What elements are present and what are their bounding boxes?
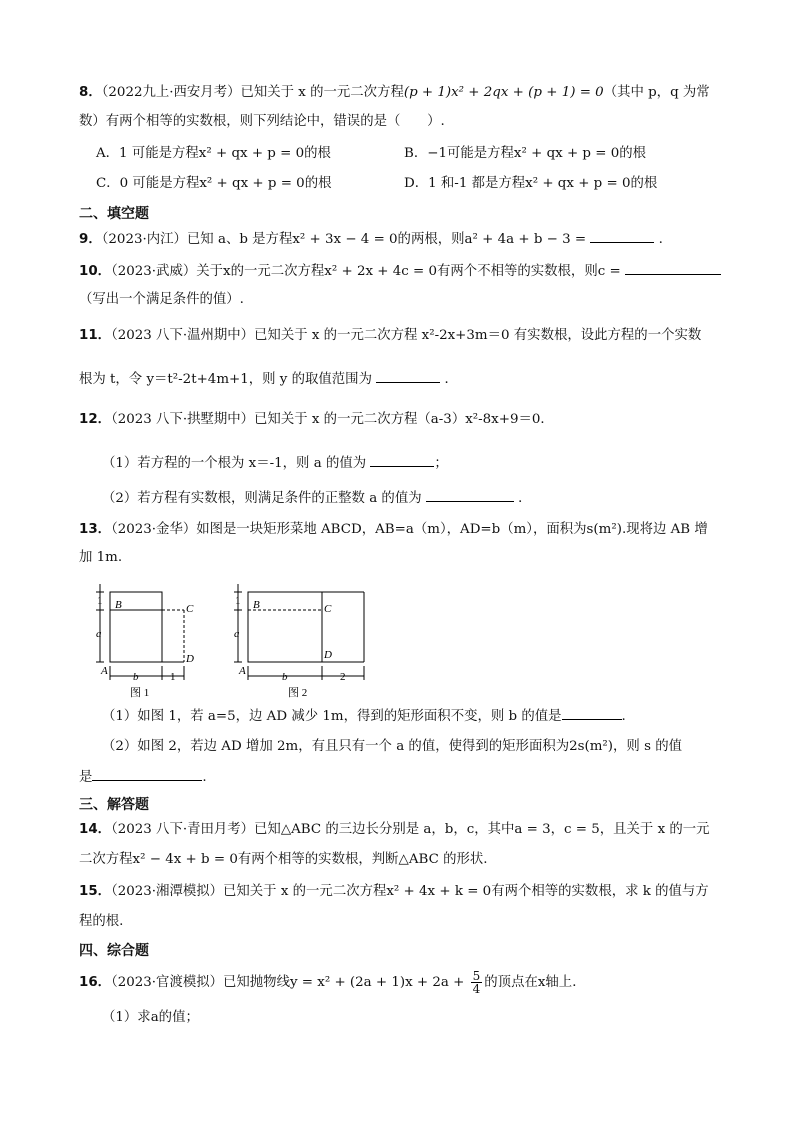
fig2-label-a: A — [239, 665, 246, 677]
q11-line2: 根为 t，令 y＝t²-2t+4m+1，则 y 的取值范围为 ． — [79, 368, 458, 390]
q13-sub2: （2）如图 2，若边 AD 增加 2m，有且只有一个 a 的值，使得到的矩形面积为2s(m²)，则 s 的值 — [102, 739, 682, 754]
q16-text: 已知抛物线y = x² + (2a + 1)x + 2a + — [223, 975, 469, 990]
fig2-label-c: C — [324, 603, 332, 615]
q13-text: 如图是一块矩形菜地 ABCD，AB=a（m），AD=b（m），面积为s(m²).现将边 AB 增 — [196, 522, 708, 537]
q9-line: 9．（2023·内江）已知 a、b 是方程x² + 3x − 4 = 0的两根，则a² + 4a + b − 3 = . — [79, 228, 663, 250]
fig1-side-label: a — [96, 628, 102, 640]
q8-source: （2022九上·西安月考） — [101, 85, 241, 100]
q8-text-tail: （其中 p，q 为常 — [603, 85, 710, 100]
q16-source: （2023·官渡模拟） — [111, 975, 224, 990]
section-heading-fill-blank: 二、填空题 — [79, 206, 149, 222]
figure-1 — [88, 582, 200, 700]
q16-sub1: （1）求a的值； — [102, 1010, 199, 1025]
q11-number: 11 — [79, 328, 98, 343]
q15-line2: 程的根. — [79, 914, 124, 929]
q12-text: 已知关于 x 的一元二次方程（a-3）x²-8x+9＝0． — [254, 412, 554, 427]
fig2-top-label: 1 — [235, 595, 241, 607]
q9-answer-blank[interactable] — [590, 228, 654, 243]
q12-sub1: （1）若方程的一个根为 x＝-1，则 a 的值为 ； — [102, 452, 448, 474]
q12-sub2: （2）若方程有实数根，则满足条件的正整数 a 的值为 ． — [102, 487, 532, 509]
q8-option-b[interactable]: B．−1可能是方程x² + qx + p = 0的根 — [404, 146, 647, 161]
q11-answer-blank[interactable] — [376, 368, 440, 383]
q10-source: （2023·武威） — [111, 264, 197, 279]
q8-option-a[interactable]: A．1 可能是方程x² + qx + p = 0的根 — [96, 146, 331, 161]
q13-sub2-line2: 是 . — [79, 766, 207, 788]
q14-line2: 二次方程x² − 4x + b = 0有两个相等的实数根，判断△ABC 的形状. — [79, 852, 488, 867]
q15-number: 15 — [79, 884, 98, 899]
q8-option-d[interactable]: D．1 和-1 都是方程x² + qx + p = 0的根 — [404, 176, 658, 191]
q12-sub2-blank[interactable] — [426, 487, 514, 502]
q14-line1: 14．（2023 八下·青田月考）已知△ABC 的三边长分别是 a，b，c，其中a = 3，c = 5，且关于 x 的一元 — [79, 822, 710, 837]
q15-text: 已知关于 x 的一元二次方程x² + 4x + k = 0有两个相等的实数根，求 k 的值与方 — [223, 884, 709, 899]
q8-line2: 数）有两个相等的实数根，则下列结论中，错误的是（ ）. — [79, 114, 445, 129]
q13-number: 13 — [79, 522, 98, 537]
q9-number: 9 — [79, 232, 89, 247]
fig1-label-b: B — [115, 599, 122, 611]
q12-source: （2023 八下·拱墅期中） — [111, 412, 255, 427]
q15-line1: 15．（2023·湘潭模拟）已知关于 x 的一元二次方程x² + 4x + k = 0有两个相等的实数根，求 k 的值与方 — [79, 884, 709, 899]
q16-fraction: $\frac{5}{4}$ — [472, 969, 481, 996]
q14-source: （2023 八下·青田月考） — [111, 822, 255, 837]
q12-line: 12．（2023 八下·拱墅期中）已知关于 x 的一元二次方程（a-3）x²-8x+9＝0． — [79, 412, 554, 427]
q13-sub1-text: （1）如图 1，若 a=5，边 AD 减少 1m，得到的矩形面积不变，则 b 的值是 — [102, 709, 562, 724]
q15-source: （2023·湘潭模拟） — [111, 884, 224, 899]
fig2-side-label: a — [234, 628, 240, 640]
fig1-label-d: D — [186, 653, 194, 665]
q9-text: 已知 a、b 是方程x² + 3x − 4 = 0的两根，则a² + 4a + b − 3 = — [186, 232, 591, 247]
q16-number: 16 — [79, 975, 98, 990]
q11-line1: 11．（2023 八下·温州期中）已知关于 x 的一元二次方程 x²-2x+3m＝0 有实数根，设此方程的一个实数 — [79, 328, 702, 343]
q14-text: 已知△ABC 的三边长分别是 a，b，c，其中a = 3，c = 5，且关于 x 的一元 — [254, 822, 710, 837]
q10-text: 关于x的一元二次方程x² + 2x + 4c = 0有两个不相等的实数根，则c = — [196, 264, 625, 279]
q12-number: 12 — [79, 412, 98, 427]
q8-option-c[interactable]: C．0 可能是方程x² + qx + p = 0的根 — [96, 176, 332, 191]
q16-line1: 16．（2023·官渡模拟）已知抛物线y = x² + (2a + 1)x + 2a + $\frac{5}{4}$ 的顶点在x轴上． — [79, 969, 586, 996]
q8-number: 8 — [79, 85, 89, 100]
q12-sub2-text: （2）若方程有实数根，则满足条件的正整数 a 的值为 — [102, 491, 422, 506]
section-heading-comprehensive: 四、综合题 — [79, 943, 149, 959]
q14-number: 14 — [79, 822, 98, 837]
fig2-label-b: B — [253, 599, 260, 611]
q13-line2: 加 1m. — [79, 550, 123, 565]
fig1-caption: 图 1 — [130, 687, 150, 699]
fig2-right-label: 2 — [340, 671, 346, 683]
q10-answer-blank[interactable] — [625, 260, 721, 275]
q8-equation: (p + 1)x² + 2qx + (p + 1) = 0 — [403, 85, 604, 100]
fig2-bottom-label: b — [282, 671, 288, 683]
q8-text: 已知关于 x 的一元二次方程 — [240, 85, 404, 100]
q13-sub1: （1）如图 1，若 a=5，边 AD 减少 1m，得到的矩形面积不变，则 b 的值是 . — [102, 705, 626, 727]
q13-source: （2023·金华） — [111, 522, 197, 537]
fig1-top-label: 1 — [97, 595, 103, 607]
fig1-bottom-label: b — [133, 671, 139, 683]
q13-line1: 13．（2023·金华）如图是一块矩形菜地 ABCD，AB=a（m），AD=b（m），面积为s(m²).现将边 AB 增 — [79, 522, 708, 537]
section-heading-answer: 三、解答题 — [79, 797, 149, 813]
q10-line1: 10．（2023·武威）关于x的一元二次方程x² + 2x + 4c = 0有两个不相等的实数根，则c = — [79, 260, 721, 282]
fig1-right-label: 1 — [170, 671, 176, 683]
q11-source: （2023 八下·温州期中） — [111, 328, 255, 343]
q13-sub1-blank[interactable] — [562, 705, 622, 720]
fig1-label-a: A — [101, 665, 108, 677]
q9-source: （2023·内江） — [101, 232, 187, 247]
q11-text: 已知关于 x 的一元二次方程 x²-2x+3m＝0 有实数根，设此方程的一个实数 — [254, 328, 702, 343]
q10-number: 10 — [79, 264, 98, 279]
figure-2 — [226, 582, 374, 700]
q10-line2: （写出一个满足条件的值）. — [79, 292, 244, 307]
fig1-label-c: C — [186, 603, 194, 615]
q8-line1: 8．（2022九上·西安月考）已知关于 x 的一元二次方程(p + 1)x² + 2qx + (p + 1) = 0（其中 p，q 为常 — [79, 85, 710, 100]
q12-sub1-blank[interactable] — [370, 452, 434, 467]
q12-sub1-text: （1）若方程的一个根为 x＝-1，则 a 的值为 — [102, 456, 367, 471]
fig2-label-d: D — [324, 649, 332, 661]
q11-text2: 根为 t，令 y＝t²-2t+4m+1，则 y 的取值范围为 — [79, 372, 372, 387]
fig2-caption: 图 2 — [288, 687, 308, 699]
q13-sub2-blank[interactable] — [92, 766, 202, 781]
